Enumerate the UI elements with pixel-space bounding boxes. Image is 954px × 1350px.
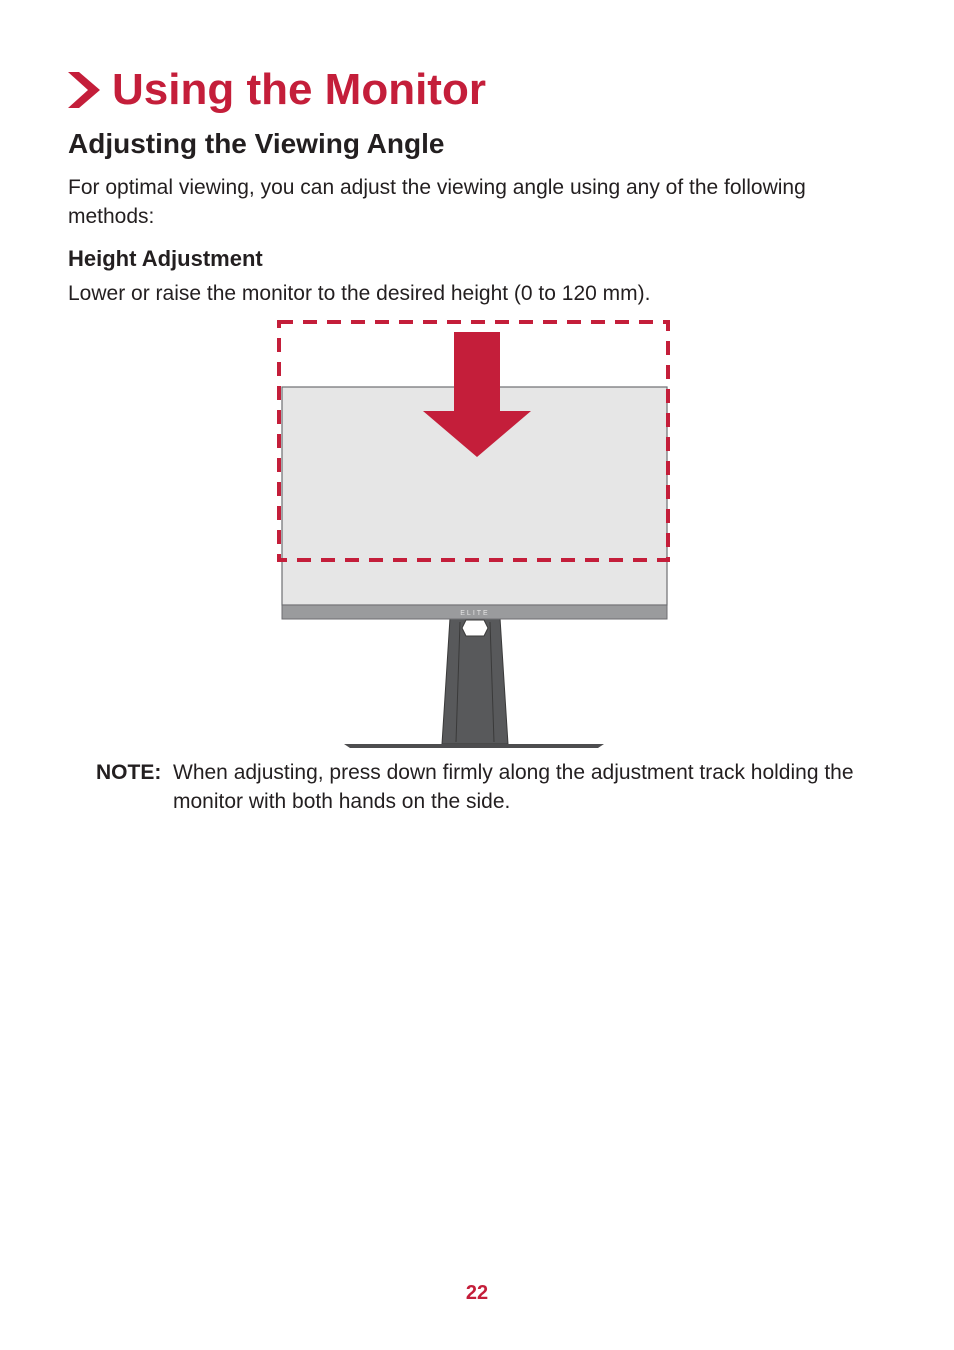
page-title: Using the Monitor — [112, 65, 486, 114]
height-adjustment-heading: Height Adjustment — [68, 246, 263, 271]
stand-hinge — [462, 620, 488, 636]
section-heading: Adjusting the Viewing Angle — [68, 128, 445, 159]
title-row — [66, 62, 486, 118]
monitor-stand-base — [344, 744, 604, 748]
page-number: 22 — [465, 1282, 489, 1304]
note-block — [96, 758, 876, 816]
intro-paragraph: For optimal viewing, you can adjust the viewing angle using any of the following methods: — [68, 176, 806, 228]
chevron-right-icon — [66, 70, 102, 110]
note-text: When adjusting, press down firmly along the adjustment track holding the monitor with both hands on the side. — [173, 761, 854, 813]
bezel-logo: ELITE — [460, 610, 490, 617]
monitor-stand-neck — [442, 618, 508, 744]
note-label: NOTE: — [96, 761, 162, 784]
height-adjustment-instruction: Lower or raise the monitor to the desired height (0 to 120 mm). — [68, 282, 651, 305]
monitor-height-illustration — [270, 316, 680, 752]
